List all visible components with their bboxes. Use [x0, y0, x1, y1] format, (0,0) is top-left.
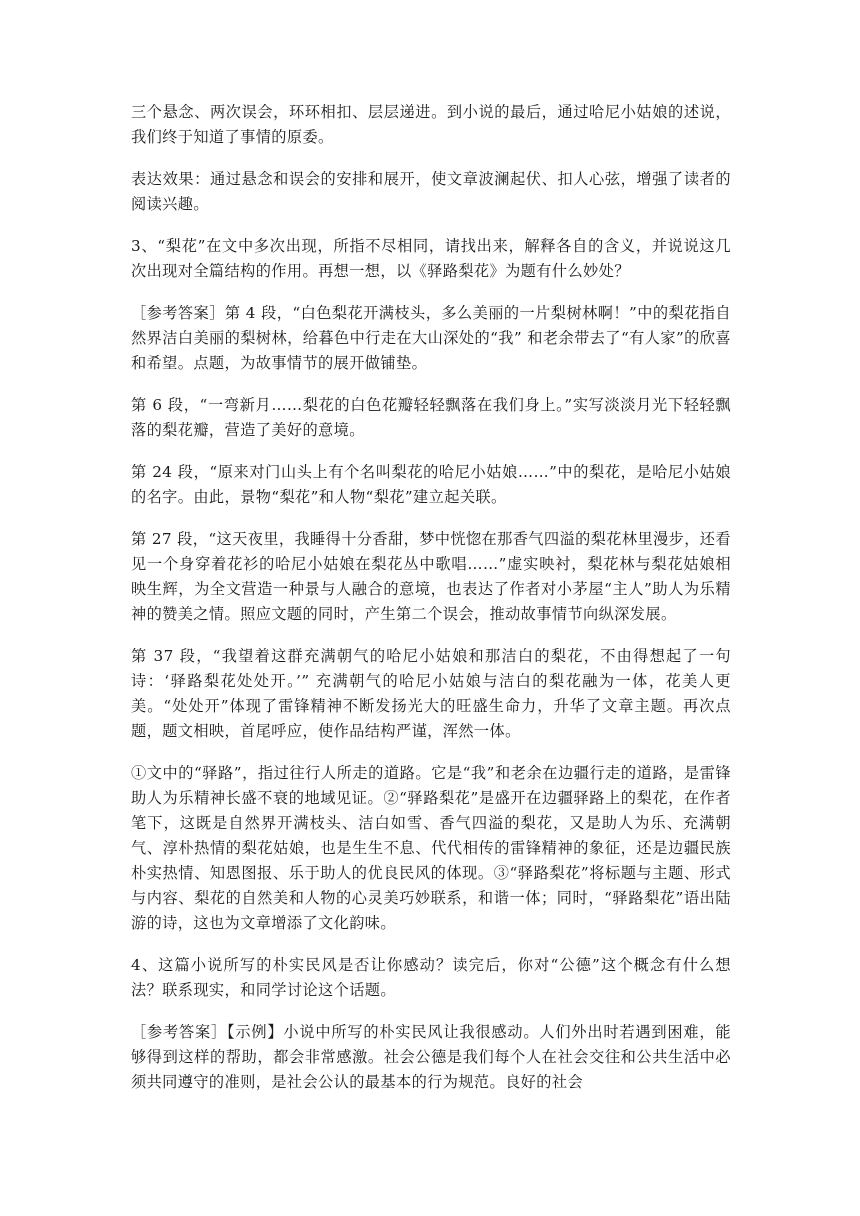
- answer-4: ［参考答案］【示例】小说中所写的朴实民风让我很感动。人们外出时若遇到困难，能够得到这样的帮助，都会非常感激。社会公德是我们每个人在社会交往和公共生活中必须共同遵守的准则，是社会公认的最基本的行为规范。良好的社会: [131, 1023, 731, 1091]
- answer-3-title-meaning: ①文中的“驿路”，指过往行人所走的道路。它是“我”和老余在边疆行走的道路，是雷锋助人为乐精神长盛不衰的地域见证。②“驿路梨花”是盛开在边疆驿路上的梨花，在作者笔下，这既是自然界开满枝头、洁白如雪、香气四溢的梨花，又是助人为乐、充满朝气、淳朴热情的梨花姑娘，也是生生不息、代代相传的雷锋精神的象征，还是边疆民族朴实热情、知恩图报、乐于助人的优良民风的体现。③“驿路梨花”将标题与主题、形式与内容、梨花的自然美和人物的心灵美巧妙联系，和谐一体；同时，“驿路梨花”语出陆游的诗，这也为文章增添了文化韵味。: [131, 764, 731, 932]
- answer-3-paragraph-6: 第 6 段，“一弯新月……梨花的白色花瓣轻轻飘落在我们身上。”实写淡淡月光下轻轻飘落的梨花瓣，营造了美好的意境。: [131, 396, 731, 439]
- answer-3-paragraph-37: 第 37 段，“我望着这群充满朝气的哈尼小姑娘和那洁白的梨花，不由得想起了一句诗：‘驿路梨花处处开。’” 充满朝气的哈尼小姑娘与洁白的梨花融为一体，花美人更美。“处处开”体现了雷锋精神不断发扬光大的旺盛生命力，升华了文章主题。再次点题，题文相映，首尾呼应，使作品结构严谨，浑然一体。: [131, 647, 731, 740]
- question-4: 4、这篇小说所写的朴实民风是否让你感动？读完后，你对“公德”这个概念有什么想法？联系现实，和同学讨论这个话题。: [131, 956, 731, 999]
- document-page: [131, 100, 731, 1112]
- answer-3-paragraph-27: 第 27 段，“这天夜里，我睡得十分香甜，梦中恍惚在那香气四溢的梨花林里漫步，还看见一个身穿着花衫的哈尼小姑娘在梨花丛中歌唱……”虚实映衬，梨花林与梨花姑娘相映生辉，为全文营造一种景与人融合的意境，也表达了作者对小茅屋“主人”助人为乐精神的赞美之情。照应文题的同时，产生第二个误会，推动故事情节向纵深发展。: [131, 530, 731, 623]
- paragraph-expression-effect: 表达效果：通过悬念和误会的安排和展开，使文章波澜起伏、扣人心弦，增强了读者的阅读兴趣。: [131, 170, 731, 213]
- question-3: 3、“梨花”在文中多次出现，所指不尽相同，请找出来，解释各自的含义，并说说这几次出现对全篇结构的作用。再想一想，以《驿路梨花》为题有什么妙处？: [131, 237, 731, 280]
- paragraph-suspense-summary: 三个悬念、两次误会，环环相扣、层层递进。到小说的最后，通过哈尼小姑娘的述说，我们终于知道了事情的原委。: [131, 103, 731, 146]
- answer-3-paragraph-4: ［参考答案］第 4 段，“白色梨花开满枝头，多么美丽的一片梨树林啊！”中的梨花指自然界洁白美丽的梨树林，给暮色中行走在大山深处的“我” 和老余带去了“有人家”的欣喜和希望。点题，为故事情节的展开做铺垫。: [131, 304, 731, 372]
- answer-3-paragraph-24: 第 24 段，“原来对门山头上有个名叫梨花的哈尼小姑娘……”中的梨花，是哈尼小姑娘的名字。由此，景物“梨花”和人物“梨花”建立起关联。: [131, 463, 731, 506]
